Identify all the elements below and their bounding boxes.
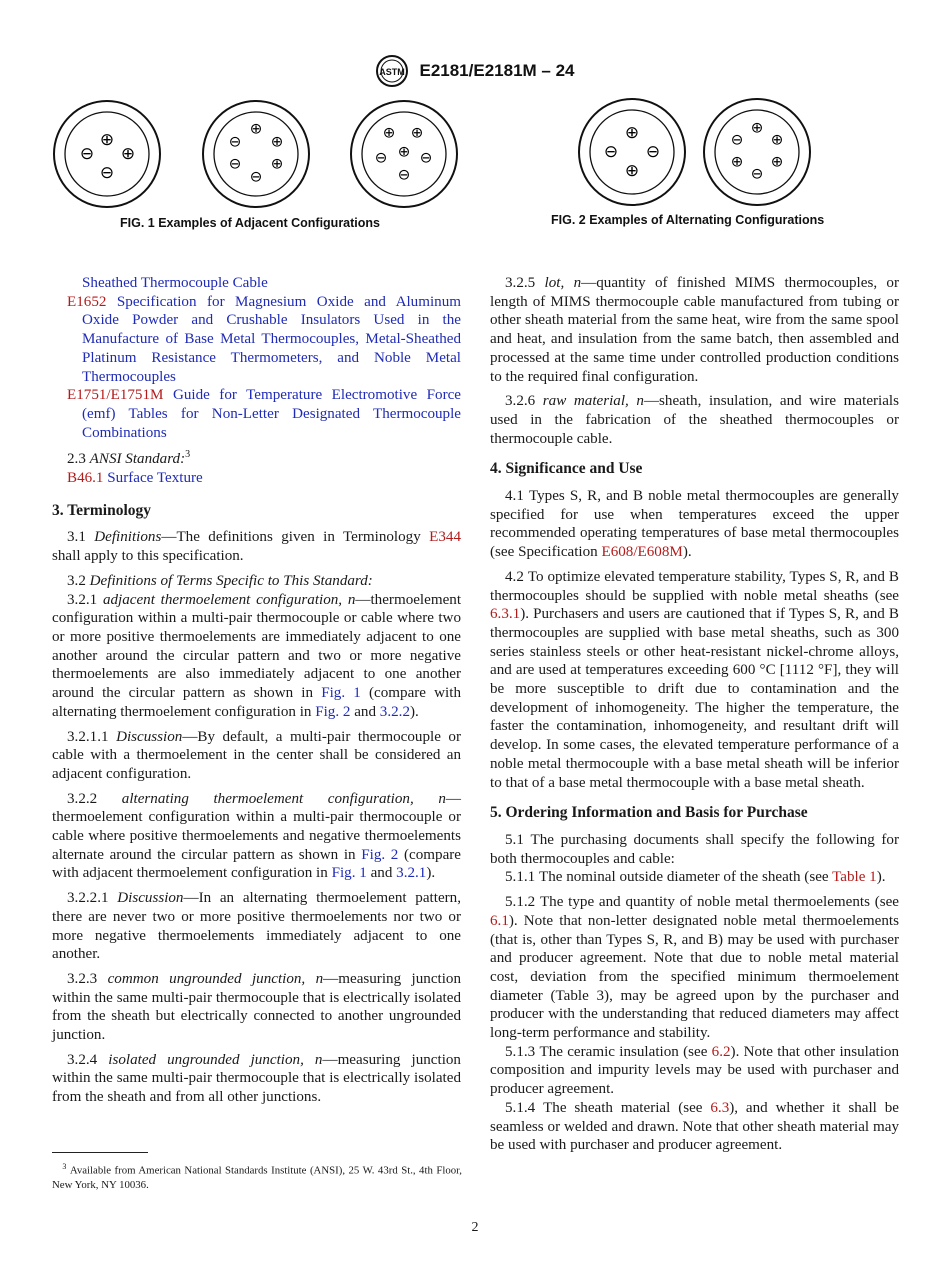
reference-e1751[interactable] — [52, 386, 461, 442]
positive-terminal-icon: ⊕ — [730, 152, 744, 171]
positive-terminal-icon: ⊕ — [270, 132, 284, 151]
link-e608[interactable]: E608/E608M — [601, 544, 683, 561]
link-3-2-2[interactable]: 3.2.2 — [379, 703, 410, 720]
positive-terminal-icon: ⊕ — [410, 123, 424, 142]
standard-designation: E2181/E2181M – 24 — [419, 61, 575, 80]
link-6-1[interactable]: 6.1 — [490, 912, 509, 929]
link-e344[interactable]: E344 — [429, 529, 461, 546]
figure-area — [0, 98, 950, 238]
ref-title[interactable]: Specification for Magnesium Oxide and Aluminum Oxide Powder and Crushable Insulators Used in the Manufacture of Base Metal Thermocouples, Metal-Sheathed Platinum Resistance Thermometers, and Noble Metal Thermocouples — [82, 293, 461, 385]
negative-terminal-icon: ⊖ — [750, 164, 764, 183]
para-3-2-3: 3.2.3 common ungrounded junction, n—measuring junction within the same multi-pair thermocouple that is electrically isolated from the sheath but electrically connected to another ungrounded junction. — [52, 970, 461, 1044]
link-6-3[interactable]: 6.3 — [710, 1099, 730, 1116]
ref-code[interactable]: E1652 — [67, 293, 107, 310]
positive-terminal-icon: ⊕ — [99, 130, 115, 150]
positive-terminal-icon: ⊕ — [624, 161, 640, 181]
para-3-2-1: 3.2.1 adjacent thermoelement configuration, n—thermoelement configuration within a multi-pair thermocouple or cable where two or more positive thermoelements are immediately adjacent to one another around the circular pattern and two or more negative thermoelements are also immediately adjacent to one another around the circular pattern as shown in Fig. 1 (compare with alternating thermoelement configuration in Fig. 2 and 3.2.2). — [52, 591, 462, 720]
heading-significance: 4. Significance and Use — [490, 460, 643, 478]
para-5-1-4: 5.1.4 The sheath material (see 6.3), and whether it shall be seamless or welded and drawn. Note that other sheath material may be used with purchaser and producer agreement. — [490, 1099, 899, 1154]
ref-title[interactable]: Surface Texture — [107, 470, 203, 487]
negative-terminal-icon: ⊖ — [603, 142, 619, 162]
footnote-rule — [52, 1152, 148, 1153]
negative-terminal-icon: ⊖ — [730, 130, 744, 149]
para-3-1: 3.1 Definitions—The definitions given in Terminology E344 shall apply to this specification. — [52, 529, 461, 565]
page-header — [0, 54, 950, 88]
link-fig1[interactable]: Fig. 1 — [331, 865, 367, 882]
link-6-3-1[interactable]: 6.3.1 — [490, 606, 521, 623]
fig2-diagram-1 — [579, 99, 685, 205]
positive-terminal-icon: ⊕ — [770, 152, 784, 171]
negative-terminal-icon: ⊖ — [79, 144, 95, 164]
para-5-1-2: 5.1.2 The type and quantity of noble metal thermoelements (see 6.1). Note that non-letter designated noble metal thermoelements (that is, other than Types S, R, and B) may be used with purchaser and producer agreement. Note that due to noble metal material cost, deviation from the specified minimum thermoelement diameter (Table 3), may be agreed upon by the purchaser and producer with the understanding that reduced diameters may affect long-term performance and stability. — [490, 894, 900, 1042]
para-5-1: 5.1 The purchasing documents shall specify the following for both thermocouples and cable: — [490, 831, 899, 867]
negative-terminal-icon: ⊖ — [397, 165, 411, 184]
fig2-diagram-2 — [704, 99, 810, 205]
para-3-2-5: 3.2.5 lot, n—quantity of finished MIMS thermocouples, or length of MIMS thermocouple cable manufactured from tubing or other sheath material from the same heat, wire from the same spool and heat, and insulation from the same batch, then assembled and processed at the same time under controlled production conditions to the required final configuration. — [490, 275, 900, 385]
link-fig2[interactable]: Fig. 2 — [361, 846, 399, 863]
para-4-2: 4.2 To optimize elevated temperature stability, Types S, R, and B thermocouples should be supplied with noble metal sheaths (see 6.3.1). Purchasers and users are cautioned that if Types S, R, and B thermocouples are supplied with base metal sheaths, such as 300 series stainless steels or other heat-resistant nickel-chrome alloys, and are used at temperatures exceeding 600 °C [1112 °F], they will be more susceptible to drift due to contamination and the development of inhomogeneity. The higher the temperature, the faster the contamination, inhomogeneity, and resultant drift will develop. In some cases, the elevated temperature performance of a noble metal thermocouple with a base metal sheath will be inferior to that of a base metal thermocouple with a base metal sheath. — [490, 568, 899, 791]
para-5-1-3: 5.1.3 The ceramic insulation (see 6.2). Note that other insulation composition and impurity levels may be used with purchaser and producer agreement. — [490, 1043, 899, 1098]
reference-e1652[interactable] — [52, 293, 461, 387]
right-column — [490, 274, 899, 1155]
fig1-diagram-2 — [203, 101, 309, 207]
positive-terminal-icon: ⊕ — [120, 144, 136, 164]
page-number: 2 — [471, 1220, 479, 1235]
positive-terminal-icon: ⊕ — [397, 142, 411, 161]
negative-terminal-icon: ⊖ — [374, 148, 388, 167]
link-fig2[interactable]: Fig. 2 — [315, 703, 351, 720]
positive-terminal-icon: ⊕ — [624, 123, 640, 143]
heading-terminology: 3. Terminology — [52, 501, 152, 519]
para-3-2: 3.2 Definitions of Terms Specific to This Standard: — [67, 572, 373, 589]
footnote-3: $^3$ Available from American National Standards Institute (ANSI), 25 W. 43rd St., 4th Floor, New York, NY 10036. — [52, 1162, 462, 1192]
svg-text:ASTM: ASTM — [379, 67, 406, 77]
positive-terminal-icon: ⊕ — [382, 123, 396, 142]
para-4-1: 4.1 Types S, R, and B noble metal thermocouples are generally specified for use when temperatures exceed the upper recommended operating temperatures of base metal thermocouples (see Specification E608/E608M). — [490, 488, 899, 561]
link-6-2[interactable]: 6.2 — [711, 1043, 731, 1060]
left-column — [52, 274, 461, 1113]
link-table-1[interactable]: Table 1 — [832, 869, 877, 886]
negative-terminal-icon: ⊖ — [228, 154, 242, 173]
link-fig1[interactable]: Fig. 1 — [321, 685, 361, 702]
para-5-1-1: 5.1.1 The nominal outside diameter of the sheath (see Table 1). — [505, 869, 886, 886]
ref-code[interactable]: B46.1 — [67, 470, 104, 487]
para-3-2-1-1: 3.2.1.1 Discussion—By default, a multi-pair thermocouple or cable with a thermoelement in the center shall be considered an adjacent configuration. — [52, 728, 462, 782]
para-3-2-4: 3.2.4 isolated ungrounded junction, n—measuring junction within the same multi-pair thermocouple that is electrically isolated from the sheath and from all other junctions. — [52, 1051, 461, 1106]
fig1-caption: FIG. 1 Examples of Adjacent Configurations — [120, 216, 380, 230]
heading-ordering: 5. Ordering Information and Basis for Purchase — [490, 804, 808, 822]
astm-logo-icon — [375, 54, 409, 88]
negative-terminal-icon: ⊖ — [419, 148, 433, 167]
fig1-diagram-1 — [54, 101, 160, 207]
ref-code[interactable]: E1751/E1751M — [67, 387, 164, 404]
reference-b461[interactable] — [52, 469, 461, 488]
reference-continuation[interactable]: Sheathed Thermocouple Cable — [82, 275, 268, 291]
fig1-diagram-3 — [351, 101, 457, 207]
negative-terminal-icon: ⊖ — [228, 132, 242, 151]
negative-terminal-icon: ⊖ — [99, 163, 115, 183]
negative-terminal-icon: ⊖ — [645, 142, 661, 162]
positive-terminal-icon: ⊕ — [249, 119, 263, 138]
positive-terminal-icon: ⊕ — [770, 130, 784, 149]
negative-terminal-icon: ⊖ — [249, 167, 263, 186]
para-3-2-2-1: 3.2.2.1 Discussion—In an alternating thermoelement pattern, there are never two or more positive thermoelements nor two or more negative thermoelements immediately adjacent to one another. — [52, 890, 461, 963]
fig2-caption: FIG. 2 Examples of Alternating Configurations — [551, 213, 825, 227]
link-3-2-1[interactable]: 3.2.1 — [396, 865, 427, 882]
para-3-2-2: 3.2.2 alternating thermoelement configuration, n—thermoelement configuration within a multi-pair thermocouple or cable where positive thermoelements and negative thermoelements alternate around the circular pattern as shown in Fig. 2 (compare with adjacent thermoelement configuration in Fig. 1 and 3.2.1). — [52, 790, 461, 882]
positive-terminal-icon: ⊕ — [750, 118, 764, 137]
para-3-2-6: 3.2.6 raw material, n—sheath, insulation, and wire materials used in the fabrication of the sheathed thermocouples or thermocouple cable. — [490, 393, 899, 447]
section-2-3: 2.3 ANSI Standard:$^3$ — [67, 449, 191, 468]
positive-terminal-icon: ⊕ — [270, 154, 284, 173]
ref-title[interactable]: Guide for Temperature Electromotive Force (emf) Tables for Non-Letter Designated Thermocouple Combinations — [82, 387, 462, 441]
